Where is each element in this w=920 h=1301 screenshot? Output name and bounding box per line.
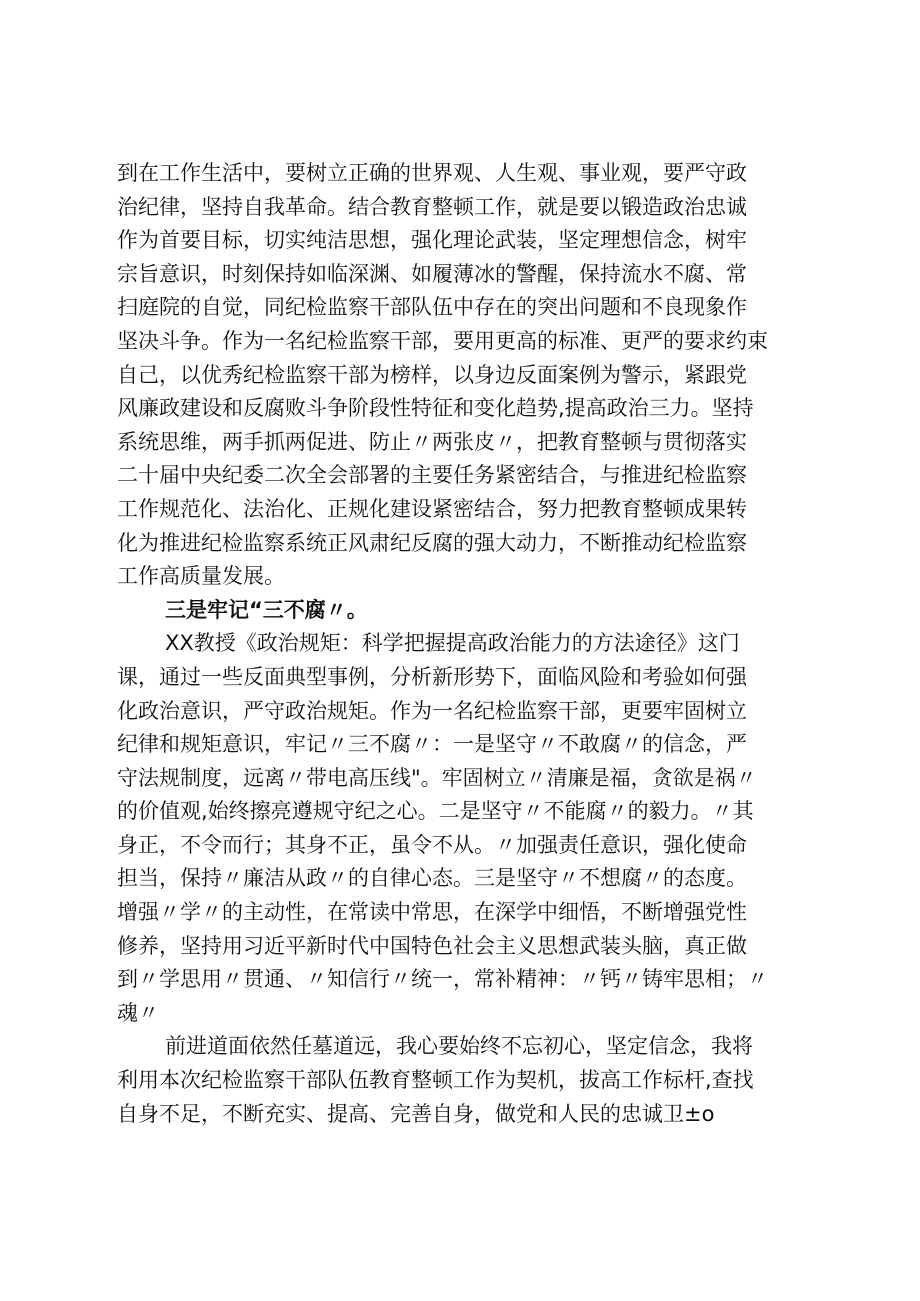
paragraph-1 [117,157,817,594]
text-line: 担当，保持〃廉洁从政〃的自律心态。三是坚守〃不想腐〃的态度。 [117,866,747,891]
text-line: 到〃学思用〃贯通、〃知信行〃统一，常补精神：〃钙〃铸牢思相；〃 [117,967,768,992]
text-line: 到在工作生活中，要树立正确的世界观、人生观、事业观，要严守政 [117,161,747,185]
text-line: 治纪律，坚持自我革命。结合教育整顿工作，就是要以锻造政治忠诚 [117,194,747,219]
text-line: 的价值观,始终擦亮遵规守纪之心。二是坚守〃不能腐〃的毅力。〃其 [117,799,754,824]
text-line: 前进道面依然任墓道远，我心要始终不忘初心，坚定信念，我将 [165,1034,753,1059]
paragraph-2 [117,627,817,1030]
text-line: 利用本次纪检监察干部队伍教育整顿工作为契机，拔高工作标杆,查找 [117,1068,754,1093]
text-line: 增强〃学〃的主动性，在常读中常思，在深学中细悟，不断增强党性 [117,900,747,925]
section-heading: 三是牢记“三不腐〃。 [165,597,368,622]
text-line: 守法规制度，远离〃带电高压线"。牢固树立〃清廉是福，贪欲是祸〃 [117,765,757,790]
text-line: 修养，坚持用习近平新时代中国特色社会主义思想武装头脑，真正做 [117,933,747,958]
text-line: XX教授《政治规矩：科学把握提高政治能力的方法途径》这门 [165,631,740,656]
text-line: 扫庭院的自觉，同纪检监察干部队伍中存在的突出问题和不良现象作 [117,295,747,320]
document-page [117,157,817,1131]
text-line: 化为推进纪检监察系统正风肃纪反腐的强大动力，不断推动纪检监察 [117,530,747,555]
text-line: 纪律和规矩意识，牢记〃三不腐〃：一是坚守〃不敢腐〃的信念，严 [117,732,747,757]
text-line: 风廉政建设和反腐败斗争阶段性特征和变化趋势,提高政治三力。坚持 [117,396,754,421]
text-line: 宗旨意识，时刻保持如临深渊、如履薄冰的警醒，保持流水不腐、常 [117,261,747,286]
text-line: 坚决斗争。作为一名纪检监察干部，要用更高的标准、更严的要求约束 [117,328,768,353]
text-line: 魂〃 [117,1000,159,1025]
paragraph-3 [117,1030,817,1131]
text-line: 自己，以优秀纪检监察干部为榜样，以身边反面案例为警示，紧跟党 [117,362,747,387]
text-line: 化政治意识，严守政治规矩。作为一名纪检监察干部，更要牢固树立 [117,698,747,723]
text-line: 工作规范化、法治化、正规化建设紧密结合，努力把教育整顿成果转 [117,496,747,521]
text-line: 课，通过一些反面典型事例，分析新形势下，面临风险和考验如何强 [117,664,747,689]
text-line: 系统思维，两手抓两促进、防止〃两张皮〃，把教育整顿与贯彻落实 [117,429,747,454]
text-line: 工作高质量发展。 [117,564,285,589]
text-line: 身正，不令而行；其身不正，虽令不从。〃加强责任意识，强化使命 [117,832,747,857]
text-line: 自身不足，不断充实、提高、完善自身，做党和人民的忠诚卫±o [117,1101,715,1126]
text-line: 作为首要目标，切实纯洁思想，强化理论武装，坚定理想信念，树牢 [117,228,747,253]
text-line: 二十届中央纪委二次全会部署的主要任务紧密结合，与推进纪检监察 [117,463,747,488]
